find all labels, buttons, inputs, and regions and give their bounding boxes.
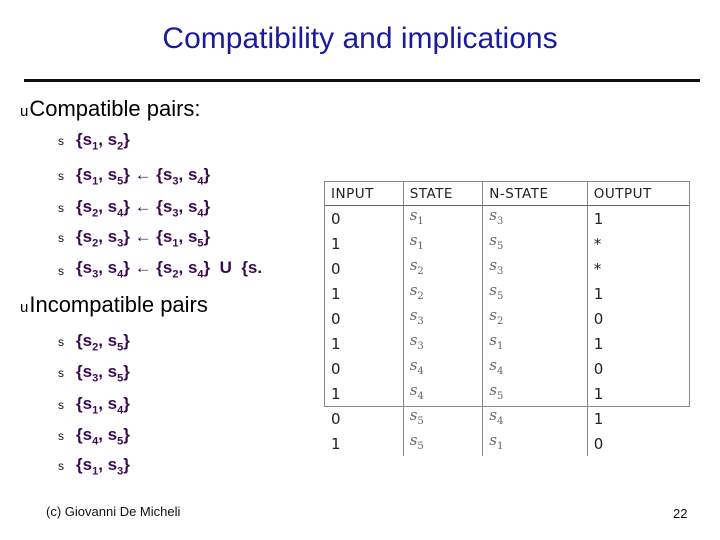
pair-text: {$s_2$, $s_3$} ← {$s_1$, $s_5$} <box>76 227 211 250</box>
pair-text: {$s_3$, $s_5$} <box>76 362 130 385</box>
next-state-cell: $s_1$ <box>483 331 587 356</box>
input-cell: 0 <box>331 259 341 278</box>
table-row <box>325 406 689 431</box>
compatible-pair-4 <box>58 227 210 249</box>
page-number: 22 <box>673 506 688 521</box>
output-cell: 1 <box>587 281 689 306</box>
input-cell: 0 <box>331 409 341 428</box>
footer-credit: (c) Giovanni De Micheli <box>46 504 181 519</box>
state-cell: $s_1$ <box>403 206 483 232</box>
table-row <box>325 281 689 306</box>
table-row <box>325 306 689 331</box>
incompatible-pair-3 <box>58 394 130 416</box>
compatible-heading-text: Compatible pairs: <box>29 96 201 121</box>
input-cell: 1 <box>331 284 341 303</box>
incompatible-heading <box>20 292 208 318</box>
table-row <box>325 231 689 256</box>
compatible-heading <box>20 96 201 122</box>
next-state-cell: $s_5$ <box>483 281 587 306</box>
compatible-pair-5 <box>58 258 262 280</box>
next-state-cell: $s_3$ <box>483 206 587 232</box>
pair-text: {$s_2$, $s_5$} <box>76 331 130 354</box>
input-cell: 0 <box>331 309 341 328</box>
state-transition-table <box>325 182 689 456</box>
table-row <box>325 356 689 381</box>
incompatible-pair-5 <box>58 455 130 477</box>
pair-text: {$s_1$, $s_5$} ← {$s_3$, $s_4$} <box>76 165 211 188</box>
input-cell: 0 <box>331 209 341 228</box>
state-cell: $s_2$ <box>403 281 483 306</box>
table-row <box>325 331 689 356</box>
output-cell: 1 <box>587 331 689 356</box>
output-cell: 0 <box>587 431 689 456</box>
state-cell: $s_4$ <box>403 356 483 381</box>
table-row <box>325 206 689 232</box>
next-state-cell: $s_3$ <box>483 256 587 281</box>
compatible-pair-3 <box>58 197 210 219</box>
state-table <box>324 181 690 453</box>
col-header-state: STATE <box>403 182 483 206</box>
sub-bullet: s <box>58 335 64 349</box>
sub-bullet: s <box>58 264 64 279</box>
pair-text: {$s_1$, $s_2$} <box>76 130 130 153</box>
table-row <box>325 381 689 406</box>
pair-text: {$s_1$, $s_3$} <box>76 455 130 478</box>
slide-title: Compatibility and implications <box>162 22 558 55</box>
input-cell: 1 <box>331 334 341 353</box>
incompatible-pair-1 <box>58 331 130 353</box>
output-cell: * <box>587 231 689 256</box>
pair-text: {$s_2$, $s_4$} ← {$s_3$, $s_4$} <box>76 197 211 220</box>
next-state-cell: $s_4$ <box>483 356 587 381</box>
incompatible-heading-text: Incompatible pairs <box>29 292 208 317</box>
next-state-cell: $s_5$ <box>483 231 587 256</box>
title-divider <box>24 79 700 82</box>
pair-text: {$s_1$, $s_4$} <box>76 394 130 417</box>
col-header-next-state: N-STATE <box>483 182 587 206</box>
output-cell: 1 <box>587 381 689 406</box>
sub-bullet: s <box>58 201 64 215</box>
state-cell: $s_1$ <box>403 231 483 256</box>
sub-bullet: s <box>58 169 64 183</box>
state-cell: $s_4$ <box>403 381 483 406</box>
output-cell: * <box>587 256 689 281</box>
next-state-cell: $s_5$ <box>483 381 587 406</box>
next-state-cell: $s_4$ <box>483 406 587 431</box>
table-body <box>325 206 689 457</box>
sub-bullet: s <box>58 366 64 380</box>
state-cell: $s_5$ <box>403 431 483 456</box>
col-header-output: OUTPUT <box>587 182 689 206</box>
output-cell: 1 <box>587 206 689 232</box>
pair-text: {$s_3$, $s_4$} ← {$s_2$, $s_4$} U {s. <box>76 258 263 281</box>
state-cell: $s_3$ <box>403 331 483 356</box>
state-cell: $s_5$ <box>403 406 483 431</box>
input-cell: 1 <box>331 234 341 253</box>
table-header-row <box>325 182 689 206</box>
input-cell: 1 <box>331 434 341 453</box>
sub-bullet: s <box>58 134 64 148</box>
compatible-pair-1 <box>58 130 130 152</box>
sub-bullet: s <box>58 231 64 245</box>
pair-text: {$s_4$, $s_5$} <box>76 425 130 448</box>
incompatible-pair-4 <box>58 425 130 447</box>
col-header-input: INPUT <box>325 182 403 206</box>
table-row <box>325 431 689 456</box>
input-cell: 1 <box>331 384 341 403</box>
sub-bullet: s <box>58 398 64 412</box>
next-state-cell: $s_1$ <box>483 431 587 456</box>
input-cell: 0 <box>331 359 341 378</box>
bullet-marker: u <box>20 299 29 316</box>
state-cell: $s_3$ <box>403 306 483 331</box>
bullet-marker: u <box>20 103 29 120</box>
output-cell: 0 <box>587 306 689 331</box>
output-cell: 1 <box>587 406 689 431</box>
sub-bullet: s <box>58 429 64 443</box>
compatible-pair-2 <box>58 165 210 187</box>
incompatible-pair-2 <box>58 362 130 384</box>
sub-bullet: s <box>58 459 64 473</box>
output-cell: 0 <box>587 356 689 381</box>
state-cell: $s_2$ <box>403 256 483 281</box>
next-state-cell: $s_2$ <box>483 306 587 331</box>
table-row <box>325 256 689 281</box>
